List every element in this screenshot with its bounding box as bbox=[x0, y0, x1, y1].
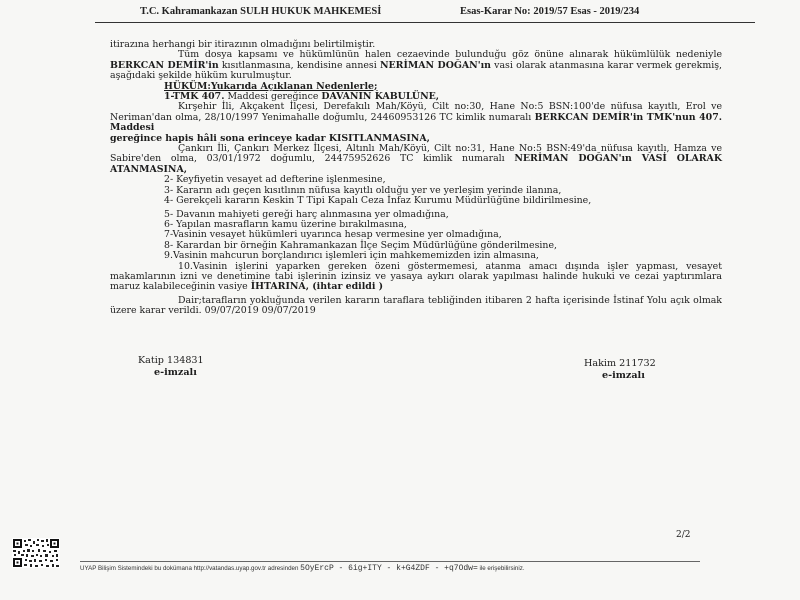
court-header bbox=[140, 6, 740, 17]
header-divider bbox=[95, 22, 755, 23]
clerk-esign: e-imzalı bbox=[154, 367, 197, 378]
list-item: 7-Vasinin vesayet hükümleri uyarınca hesap vermesine yer olmadığına, bbox=[164, 229, 502, 241]
item-10: 10.Vasinin işlerini yaparken gereken özeni göstermemesi, atanma amacı dışında işler yapması, vesayet makamlarının izni ve denetimine tabi işlerinin izinsiz ve yasaya aykırı olarak yapılması halinde hukuki ve cezai yaptırımlara maruz kalabileceğinin vasiye İHTARINA, (ihtar edildi ) bbox=[110, 260, 722, 293]
footer-suffix: ile erişebilirsiniz. bbox=[479, 565, 525, 572]
case-label: Esas-Karar No: bbox=[460, 6, 531, 17]
item-1-restriction: Kırşehir İli, Akçakent İlçesi, Derefakılı Mah/Köyü, Cilt no:30, Hane No:5 BSN:100'de nüfusa kayıtlı, Erol ve Neriman'dan olma, 28/10/1997 Yenimahalle doğumlu, 24460953126 TC kimlik numaralı BERKCAN DEMİR'in TMK'nun 407. Maddesi gereğince hapis hâli sona erinceye kadar KISITLANMASINA, bbox=[110, 101, 722, 144]
judge-esign: e-imzalı bbox=[602, 370, 645, 381]
list-item: 3- Kararın adı geçen kısıtlının nüfusa kayıtlı olduğu yer ve yerleşim yerinde ilanına, bbox=[164, 184, 562, 196]
footer-divider bbox=[80, 561, 700, 562]
intro-paragraph: Tüm dosya kapsamı ve hükümlünün halen cezaevinde bulunduğu göz önüne alınarak hükümlülük nedeniyle BERKCAN DEMİR'in kısıtlanmasına, kendisine annesi NERİMAN DOĞAN'ın vasi olarak atanmasına karar vermek gerekmiş, aşağıdaki şekilde hüküm kurulmuştur. bbox=[110, 49, 722, 82]
case-value: 2019/57 Esas - 2019/234 bbox=[533, 6, 640, 17]
case-number bbox=[460, 6, 639, 17]
qr-code-icon bbox=[12, 538, 60, 568]
list-item: 5- Davanın mahiyeti gereği harç alınmasına yer olmadığına, bbox=[164, 208, 449, 220]
intro-line: itirazına herhangi bir itirazının olmadığını belirtilmiştir. bbox=[110, 39, 376, 50]
judge-title: Hakim 211732 bbox=[584, 358, 656, 369]
closing-paragraph: Dair;tarafların yokluğunda verilen kararın taraflara tebliğinden itibaren 2 hafta içerisinde İstinaf Yolu açık olmak üzere karar verildi. 09/07/2019 09/07/2019 bbox=[110, 294, 722, 317]
list-item: 8- Karardan bir örneğin Kahramankazan İlçe Seçim Müdürlüğüne gönderilmesine, bbox=[164, 239, 557, 251]
footer bbox=[80, 564, 720, 573]
list-item: 2- Keyfiyetin vesayet ad defterine işlenmesine, bbox=[164, 174, 386, 186]
list-item: 6- Yapılan masrafların kamu üzerine bırakılmasına, bbox=[164, 218, 407, 230]
item-1-guardian: Çankırı İli, Çankırı Merkez İlçesi, Altınlı Mah/Köyü, Cilt no:31, Hane No:5 BSN:49'da nüfusa kayıtlı, Hamza ve Sabire'den olma, 03/01/1972 doğumlu, 24475952626 TC kimlik numaralı NERİMAN DOĞAN'ın VASİ OLARAK ATANMASINA, bbox=[110, 143, 722, 175]
document-body bbox=[110, 40, 722, 317]
clerk-title: Katip 134831 bbox=[138, 355, 204, 366]
page-number: 2/2 bbox=[676, 530, 691, 540]
footer-text: UYAP Bilişim Sistemindeki bu dokümana http://vatandas.uyap.gov.tr adresinden bbox=[80, 565, 299, 572]
clerk-signature bbox=[138, 355, 204, 379]
court-name: T.C. Kahramankazan SULH HUKUK MAHKEMESİ bbox=[140, 6, 382, 17]
judge-signature bbox=[584, 358, 656, 382]
verification-code: 5OyErcP - 6ig+ITY - k+G4ZDF - +q7Odw= bbox=[300, 564, 478, 573]
hukum-title: HÜKÜM:Yukarıda Açıklanan Nedenlerle; bbox=[164, 80, 378, 92]
list-item: 9.Vasinin mahcurun borçlandırıcı işlemleri için mahkememizden izin almasına, bbox=[164, 250, 539, 262]
list-item: 4- Gerekçeli kararın Keskin T Tipi Kapalı Ceza İnfaz Kurumu Müdürlüğüne bildirilmesine, bbox=[164, 195, 592, 207]
item-1: 1-TMK 407. Maddesi gereğince DAVANIN KABULÜNE, bbox=[164, 91, 440, 103]
